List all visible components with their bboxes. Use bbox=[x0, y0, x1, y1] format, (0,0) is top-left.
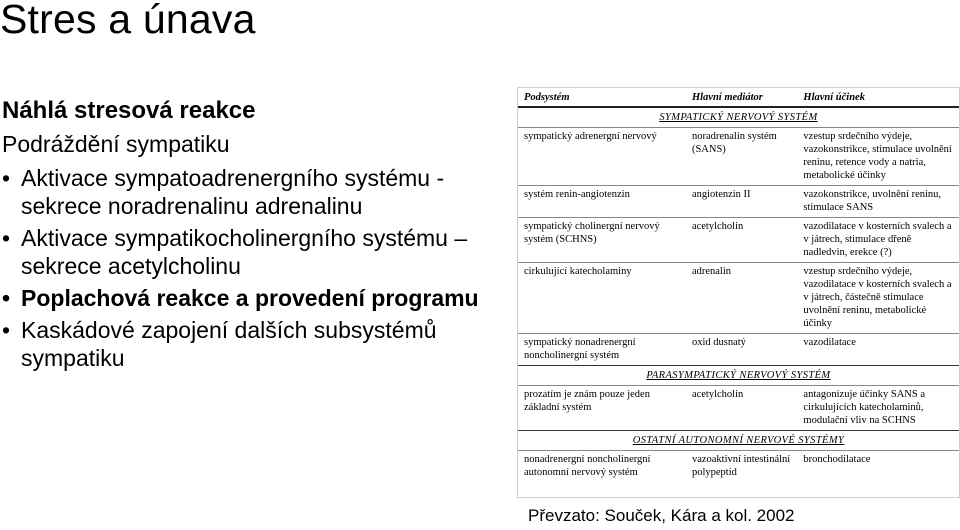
source-credit: Převzato: Souček, Kára a kol. 2002 bbox=[528, 506, 795, 525]
table-row bbox=[518, 128, 959, 186]
table-cell: acetylcholin bbox=[686, 218, 797, 263]
table bbox=[518, 88, 959, 482]
table-row bbox=[518, 451, 959, 483]
bullet-item: • Aktivace sympatikocholinergního systému – sekrece acetylcholinu bbox=[2, 224, 502, 280]
table-body bbox=[518, 107, 959, 482]
table-cell: prozatím je znám pouze jeden základní systém bbox=[518, 386, 686, 431]
table-cell: nonadrenergní noncholinergní autonomní nervový systém bbox=[518, 451, 686, 483]
table-cell: vzestup srdečního výdeje, vazokonstrikce, stimulace uvolnění reninu, retence vody a natria, metabolické účinky bbox=[797, 128, 959, 186]
autonomic-systems-table bbox=[517, 87, 960, 498]
table-section-row bbox=[518, 107, 959, 128]
table-row bbox=[518, 186, 959, 218]
column-header: Hlavní mediátor bbox=[686, 88, 797, 107]
table-row bbox=[518, 386, 959, 431]
table-cell: vazoaktivní intestinální polypeptid bbox=[686, 451, 797, 483]
table-cell: systém renin-angiotenzin bbox=[518, 186, 686, 218]
bullet-item: • Kaskádové zapojení dalších subsystémů sympatiku bbox=[2, 316, 502, 372]
table-cell: antagonizuje účinky SANS a cirkulujících katecholaminů, modulační vliv na SCHNS bbox=[797, 386, 959, 431]
table-row bbox=[518, 218, 959, 263]
section-title: SYMPATICKÝ NERVOVÝ SYSTÉM bbox=[518, 107, 959, 128]
section-title: OSTATNÍ AUTONOMNÍ NERVOVÉ SYSTÉMY bbox=[518, 431, 959, 451]
left-text-column bbox=[2, 96, 502, 376]
table-row bbox=[518, 334, 959, 366]
column-header: Hlavní účinek bbox=[797, 88, 959, 107]
table-cell: adrenalin bbox=[686, 263, 797, 334]
table-cell: vazodilatace v kosterních svalech a v játrech, stimulace dřeně nadledvin, erekce (?) bbox=[797, 218, 959, 263]
table-cell: bronchodilatace bbox=[797, 451, 959, 483]
table-cell: vzestup srdečního výdeje, vazodilatace v kosterních svalech a v játrech, částečně stimulace uvolnění reninu, metabolické účinky bbox=[797, 263, 959, 334]
section-heading: Náhlá stresová reakce bbox=[2, 97, 256, 124]
table-cell: angiotenzin II bbox=[686, 186, 797, 218]
table-section-row bbox=[518, 431, 959, 451]
bullet-item: • Poplachová reakce a provedení programu bbox=[2, 284, 502, 312]
table-cell: oxid dusnatý bbox=[686, 334, 797, 366]
table-cell: vazokonstrikce, uvolnění reninu, stimulace SANS bbox=[797, 186, 959, 218]
table-cell: sympatický cholinergní nervový systém (SCHNS) bbox=[518, 218, 686, 263]
column-header: Podsystém bbox=[518, 88, 686, 107]
table-cell: sympatický nonadrenergní noncholinergní systém bbox=[518, 334, 686, 366]
section-subheading: Podráždění sympatiku bbox=[2, 131, 230, 157]
bullet-item: • Aktivace sympatoadrenergního systému - sekrece noradrenalinu adrenalinu bbox=[2, 164, 502, 220]
table-cell: sympatický adrenergní nervový bbox=[518, 128, 686, 186]
table-row bbox=[518, 263, 959, 334]
table-section-row bbox=[518, 366, 959, 386]
bullet-list bbox=[2, 164, 502, 372]
section-title: PARASYMPATICKÝ NERVOVÝ SYSTÉM bbox=[518, 366, 959, 386]
table-cell: noradrenalin systém (SANS) bbox=[686, 128, 797, 186]
table-cell: cirkulující katecholaminy bbox=[518, 263, 686, 334]
slide-title: Stres a únava bbox=[0, 0, 256, 42]
table-cell: vazodilatace bbox=[797, 334, 959, 366]
table-cell: acetylcholin bbox=[686, 386, 797, 431]
